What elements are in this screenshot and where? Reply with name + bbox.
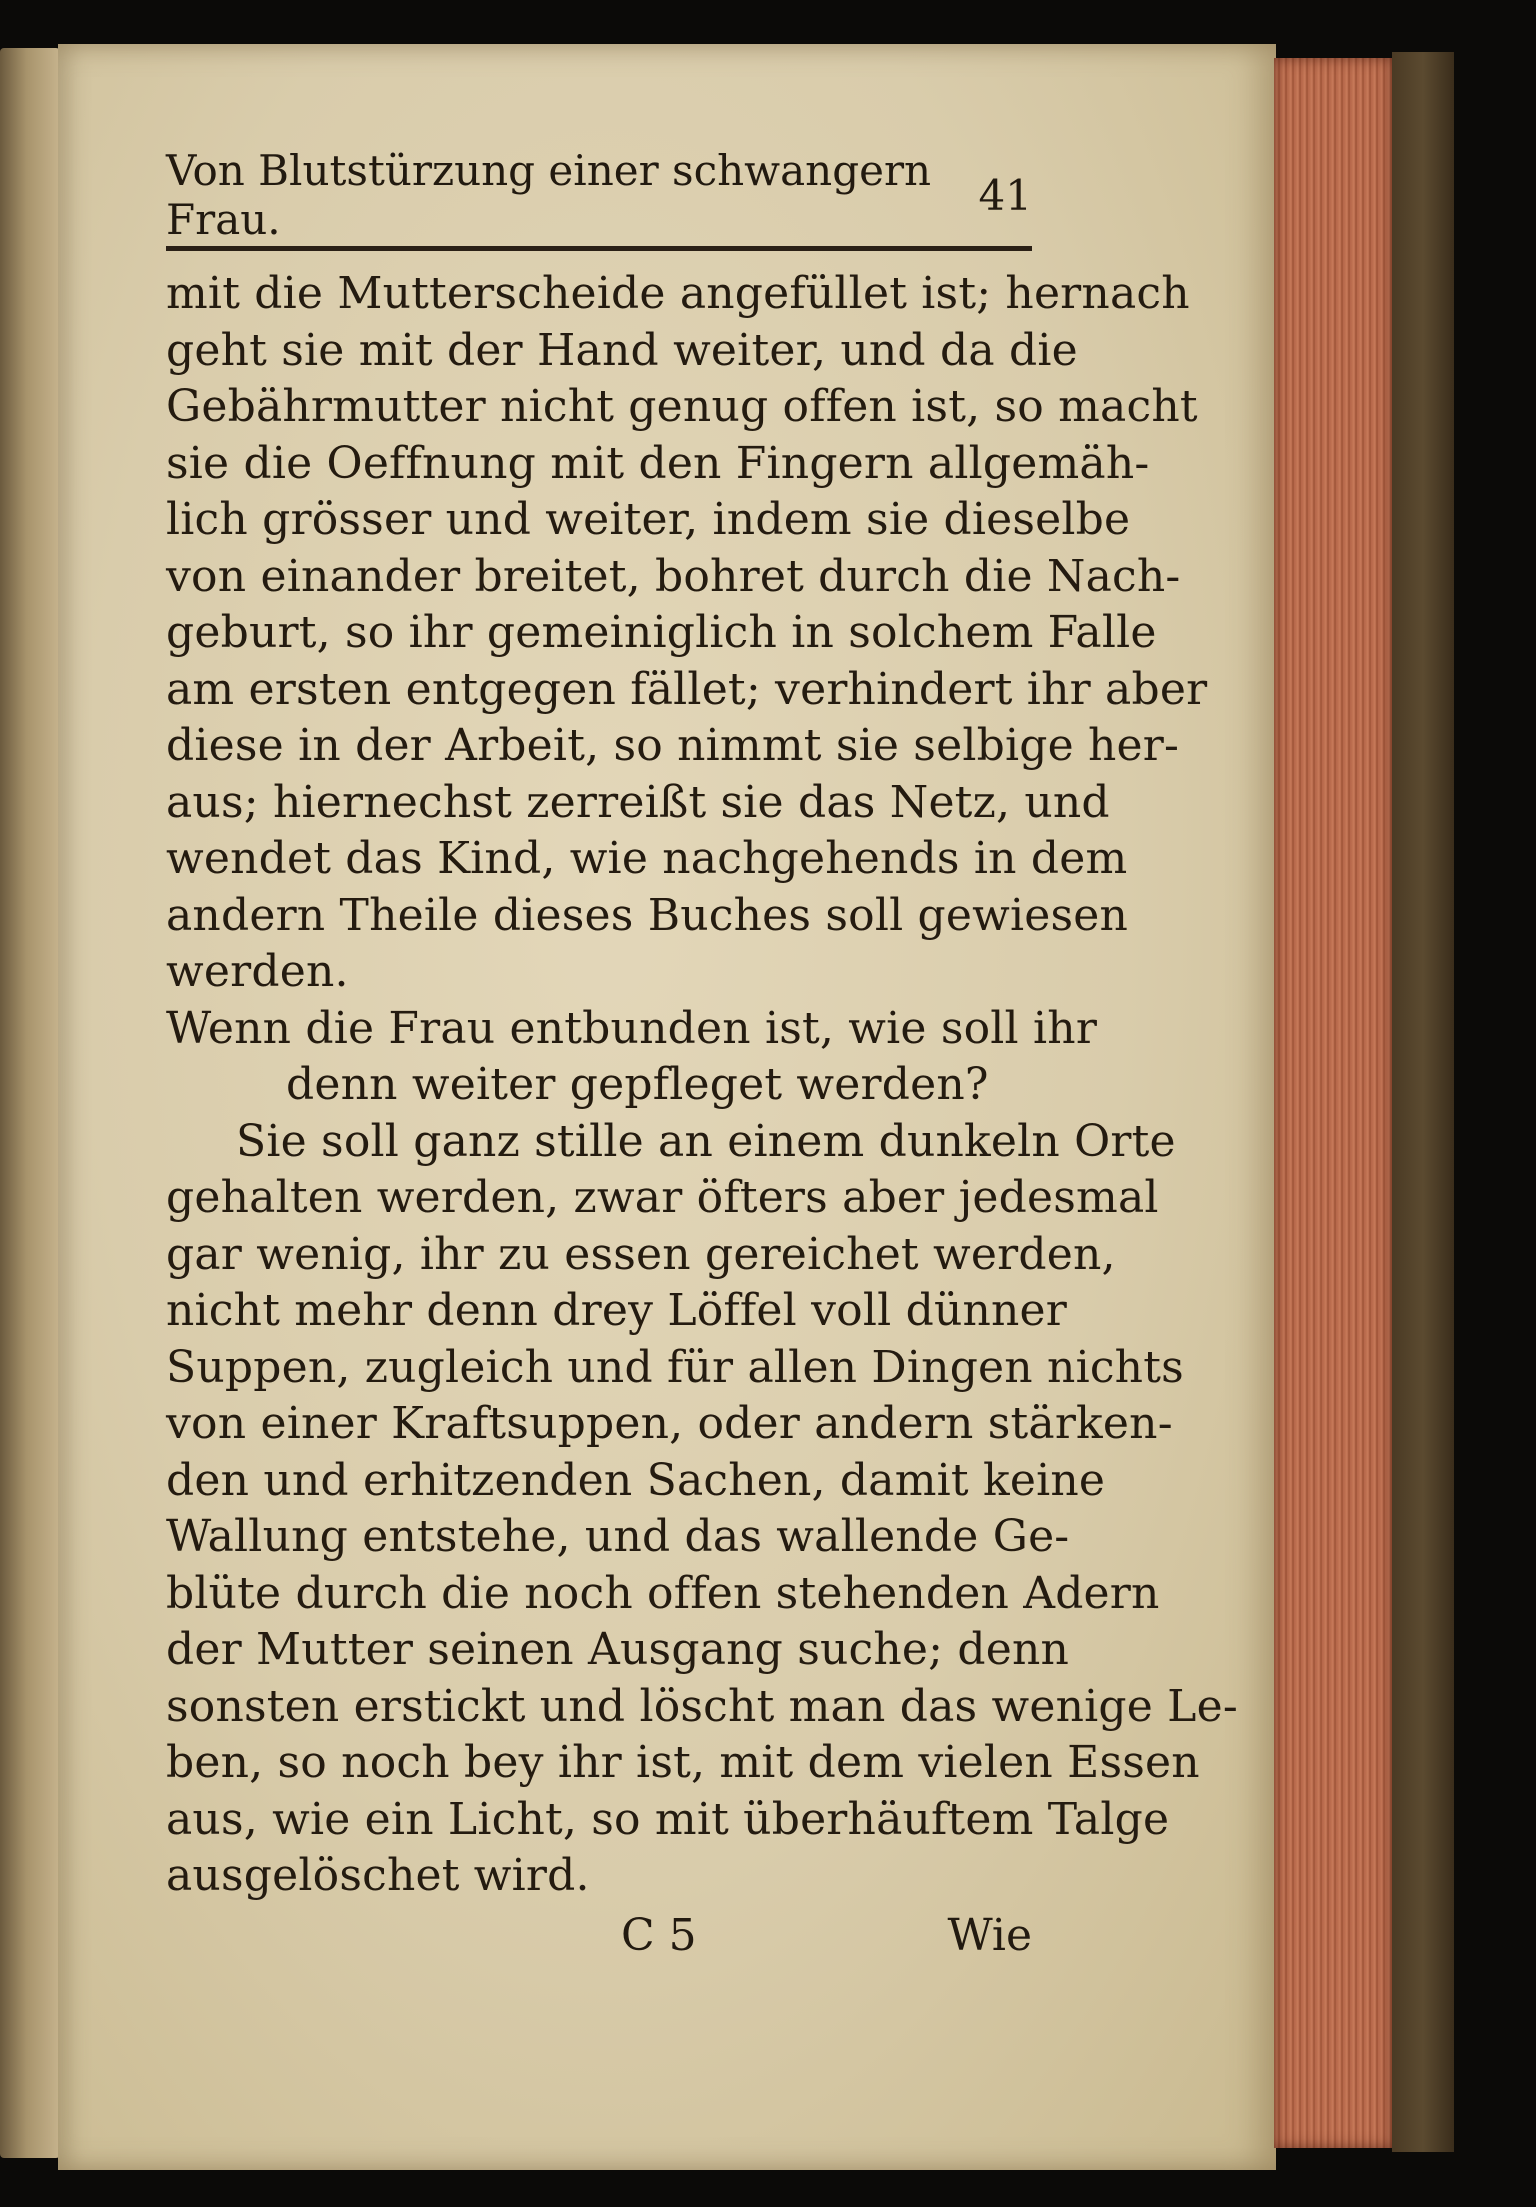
- text-line: ben, so noch bey ihr ist, mit dem vielen Essen: [166, 1737, 1200, 1788]
- text-line: diese in der Arbeit, so nimmt sie selbige her-: [166, 720, 1180, 771]
- text-line: aus, wie ein Licht, so mit überhäuftem Talge: [166, 1793, 1170, 1845]
- running-title: Von Blutstürzung einer schwangern Frau.: [166, 146, 932, 244]
- text-line: werden.: [166, 946, 349, 997]
- text-line: geburt, so ihr gemeiniglich in solchem Falle: [166, 607, 1157, 658]
- text-line: ausgelöschet wird.: [166, 1850, 590, 1901]
- text-line: am ersten entgegen fället; verhindert ihr aber: [166, 663, 1208, 715]
- text-line: blüte durch die noch offen stehenden Adern: [166, 1567, 1160, 1619]
- text-line: wendet das Kind, wie nachgehends in dem: [166, 833, 1128, 884]
- text-line: nicht mehr denn drey Löffel voll dünner: [166, 1285, 1068, 1336]
- text-line: Wallung entstehe, und das wallende Ge-: [166, 1511, 1070, 1562]
- text-line: den und erhitzenden Sachen, damit keine: [166, 1454, 1106, 1506]
- text-line: lich grösser und weiter, indem sie dieselbe: [166, 494, 1131, 545]
- page-footer: [166, 1910, 1032, 1970]
- catchword: Wie: [947, 1910, 1032, 1961]
- text-line: mit die Mutterscheide angefüllet ist; hernach: [166, 268, 1190, 319]
- page-body: [166, 266, 1238, 1905]
- text-line: sonsten erstickt und löscht man das wenige Le-: [166, 1680, 1238, 1732]
- question-heading: Wenn die Frau entbunden ist, wie soll ihr: [166, 1002, 1098, 1054]
- text-line: Sie soll ganz stille an einem dunkeln Orte: [236, 1115, 1176, 1167]
- running-header: [166, 146, 1032, 244]
- text-line: gehalten werden, zwar öfters aber jedesmal: [166, 1172, 1159, 1223]
- signature-mark: C 5: [621, 1910, 697, 1961]
- page-number: 41: [978, 170, 1032, 220]
- text-line: sie die Oeffnung mit den Fingern allgemäh-: [166, 437, 1150, 489]
- header-rule: [166, 246, 1032, 251]
- text-line: von einer Kraftsuppen, oder andern stärken-: [166, 1398, 1173, 1449]
- book-cover-edge: [1392, 52, 1454, 2152]
- text-line: gar wenig, ihr zu essen gereichet werden,: [166, 1228, 1116, 1280]
- facing-page-edge: [0, 48, 60, 2158]
- page-block-edge: [1274, 58, 1392, 2148]
- text-line: Suppen, zugleich und für allen Dingen nichts: [166, 1341, 1184, 1393]
- text-line: Gebährmutter nicht genug offen ist, so macht: [166, 381, 1198, 432]
- text-line: aus; hiernechst zerreißt sie das Netz, und: [166, 776, 1110, 828]
- text-line: geht sie mit der Hand weiter, und da die: [166, 324, 1078, 376]
- text-line: der Mutter seinen Ausgang suche; denn: [166, 1624, 1070, 1675]
- question-heading-continued: denn weiter gepfleget werden?: [286, 1059, 989, 1110]
- text-line: andern Theile dieses Buches soll gewiesen: [166, 889, 1129, 941]
- text-line: von einander breitet, bohret durch die Nach-: [166, 550, 1181, 602]
